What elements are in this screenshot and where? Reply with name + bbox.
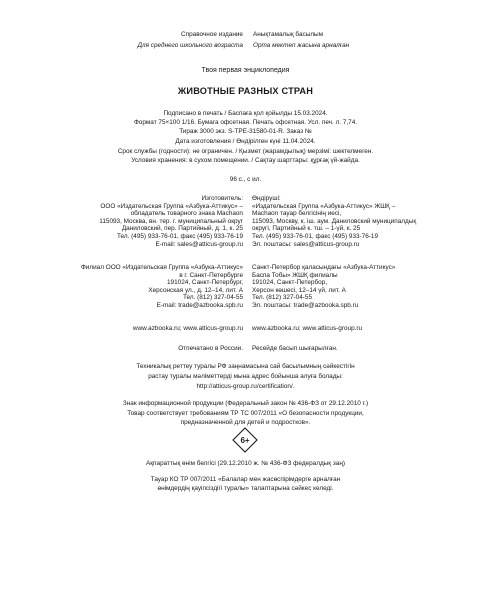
printed-ru: Отпечатано в России. bbox=[178, 345, 243, 352]
series-name: Твоя первая энциклопедия bbox=[201, 67, 290, 74]
web-kz: www.azbooka.ru; www.atticus-group.ru bbox=[252, 325, 363, 332]
info-sign-kz: Ақпараттық өнім белгісі (29.12.2010 ж. № 436-ФЗ федералдық заң) bbox=[146, 460, 345, 467]
manufacturer-ru-line: 115093, Москва, вн. тер. г. муниципальный округ bbox=[99, 217, 243, 225]
imprint-line-5: Срок службы (годности): не ограничен. / Қызмет (жарамдылық) мерзімі: шектелмеген. bbox=[117, 148, 374, 155]
manufacturer-ru-line: Даниловский, пер. Партийный, д. 1, к. 25 bbox=[121, 225, 243, 233]
manufacturer-kz bbox=[252, 195, 462, 248]
manufacturer-heading-kz: Өндіруші: bbox=[252, 195, 281, 202]
imprint-line-1: Подписано в печать / Баспаға қол қойылды 15.03.2024. bbox=[163, 110, 328, 117]
branch-ru-line: Филиал ООО «Издательская Группа «Азбука-Аттикус» bbox=[80, 264, 243, 271]
manufacturer-ru-line: E-mail: sales@atticus-group.ru bbox=[155, 240, 243, 248]
manufacturer-ru-line: Тел. (495) 933-76-01, факс (495) 933-76-19 bbox=[116, 232, 243, 240]
header-age-ru: Для среднего школьного возраста bbox=[137, 42, 243, 49]
tr-kz-line: өнімдердің қауіпсіздігі туралы» талаптарына сәйкес келеді. bbox=[157, 485, 334, 492]
branch-ru-line: Херсонская ул., д. 12–14, лит. А bbox=[148, 286, 243, 294]
printed-kz: Ресейде басып шығарылған. bbox=[252, 345, 338, 352]
manufacturer-heading-ru: Изготовитель: bbox=[201, 195, 243, 202]
branch-kz-line: 191024, Санкт-Петербор, bbox=[252, 279, 328, 287]
imprint-line-2: Формат 75×100 1/16. Бумага офсетная. Печать офсетная. Усл. печ. л. 7,74. bbox=[133, 119, 358, 126]
header-type-ru: Справочное издание bbox=[181, 31, 243, 38]
tech-regulation-line: растау туралы мәліметтерді мына адрес бойынша алуға болады: bbox=[148, 373, 343, 380]
branch-kz bbox=[252, 264, 462, 310]
imprint-line-6: Условия хранения: в сухом помещении. / Сақтау шарттары: құрғақ үй-жайда. bbox=[131, 157, 360, 164]
branch-kz-line: Санкт-Петербор қаласындағы «Азбука-Аттикус» bbox=[252, 264, 396, 271]
tech-regulation-line: Техникалық реттеу туралы РФ заңнамасына сай басылымның сәйкестігін bbox=[136, 363, 355, 370]
manufacturer-kz-line: округі, Партийный к. тш. – 1-үй, к. 25 bbox=[252, 225, 361, 233]
age-rating-badge bbox=[232, 427, 258, 453]
branch-ru bbox=[43, 264, 243, 310]
manufacturer-kz-line: 115093, Москву, к. іш. аум. Даниловский муниципалдық bbox=[252, 217, 417, 225]
branch-kz-line: Эл. поштасы: trade@azbooka.spb.ru bbox=[252, 301, 359, 309]
manufacturer-ru bbox=[43, 195, 243, 248]
tr-ts-line: Товар соответствует требованиям ТР ТС 007/2011 «О безопасности продукции, bbox=[127, 410, 364, 417]
imprint-line-3: Тираж 3000 экз. S-TPE-31580-01-R. Заказ № bbox=[179, 128, 312, 135]
branch-ru-line: 191024, Санкт-Петербург, bbox=[167, 279, 243, 287]
imprint-line-4: Дата изготовления / Өндірілген күні 11.04.2024. bbox=[175, 138, 316, 145]
manufacturer-ru-line: обладатель товарного знака Machaon bbox=[130, 210, 243, 218]
age-rating-label: 6+ bbox=[240, 435, 250, 445]
header-age-kz: Орта мектеп жасына арналған bbox=[253, 42, 350, 49]
branch-ru-line: Тел. (812) 327-04-55 bbox=[183, 294, 243, 302]
manufacturer-kz-line: «Издательская Группа «Азбука-Аттикус» ЖШҚ – bbox=[252, 202, 396, 210]
manufacturer-kz-line: Эл. поштасы: sales@atticus-group.ru bbox=[252, 240, 360, 248]
manufacturer-kz-line: Machaon тауар белгісінің иесі, bbox=[252, 210, 342, 218]
manufacturer-ru-line: ООО «Издательская Группа «Азбука-Аттикус» – bbox=[100, 202, 243, 210]
web-ru: www.azbooka.ru; www.atticus-group.ru bbox=[132, 325, 243, 332]
branch-kz-line: Баспа Тобы» ЖШҚ филиалы bbox=[252, 271, 338, 279]
branch-kz-line: Херсон көшесі, 12–14 үй, лит. А bbox=[252, 286, 346, 294]
tech-regulation-link: http://atticus-group.ru/certification/. bbox=[196, 383, 295, 390]
tr-kz-line: Тауар КО ТР 007/2011 «Балалар мен жасөспірімдерге арналған bbox=[150, 476, 341, 483]
info-sign-ru: Знак информационной продукции (Федеральный закон № 436-ФЗ от 29.12.2010 г.) bbox=[122, 400, 369, 407]
tr-ts-line: предназначенной для детей и подростков». bbox=[180, 419, 311, 426]
book-title: ЖИВОТНЫЕ РАЗНЫХ СТРАН bbox=[177, 86, 314, 96]
pages-info: 96 с., с ил. bbox=[229, 176, 262, 183]
header-type-kz: Анықтамалық басылым bbox=[253, 31, 324, 38]
branch-ru-line: в г. Санкт-Петербурге bbox=[179, 271, 243, 279]
branch-kz-line: Тел. (812) 327-04-55 bbox=[252, 294, 312, 302]
manufacturer-kz-line: Тел. (495) 933-76-01, факс (495) 933-76-19 bbox=[252, 232, 379, 240]
branch-ru-line: E-mail: trade@azbooka.spb.ru bbox=[156, 301, 243, 309]
